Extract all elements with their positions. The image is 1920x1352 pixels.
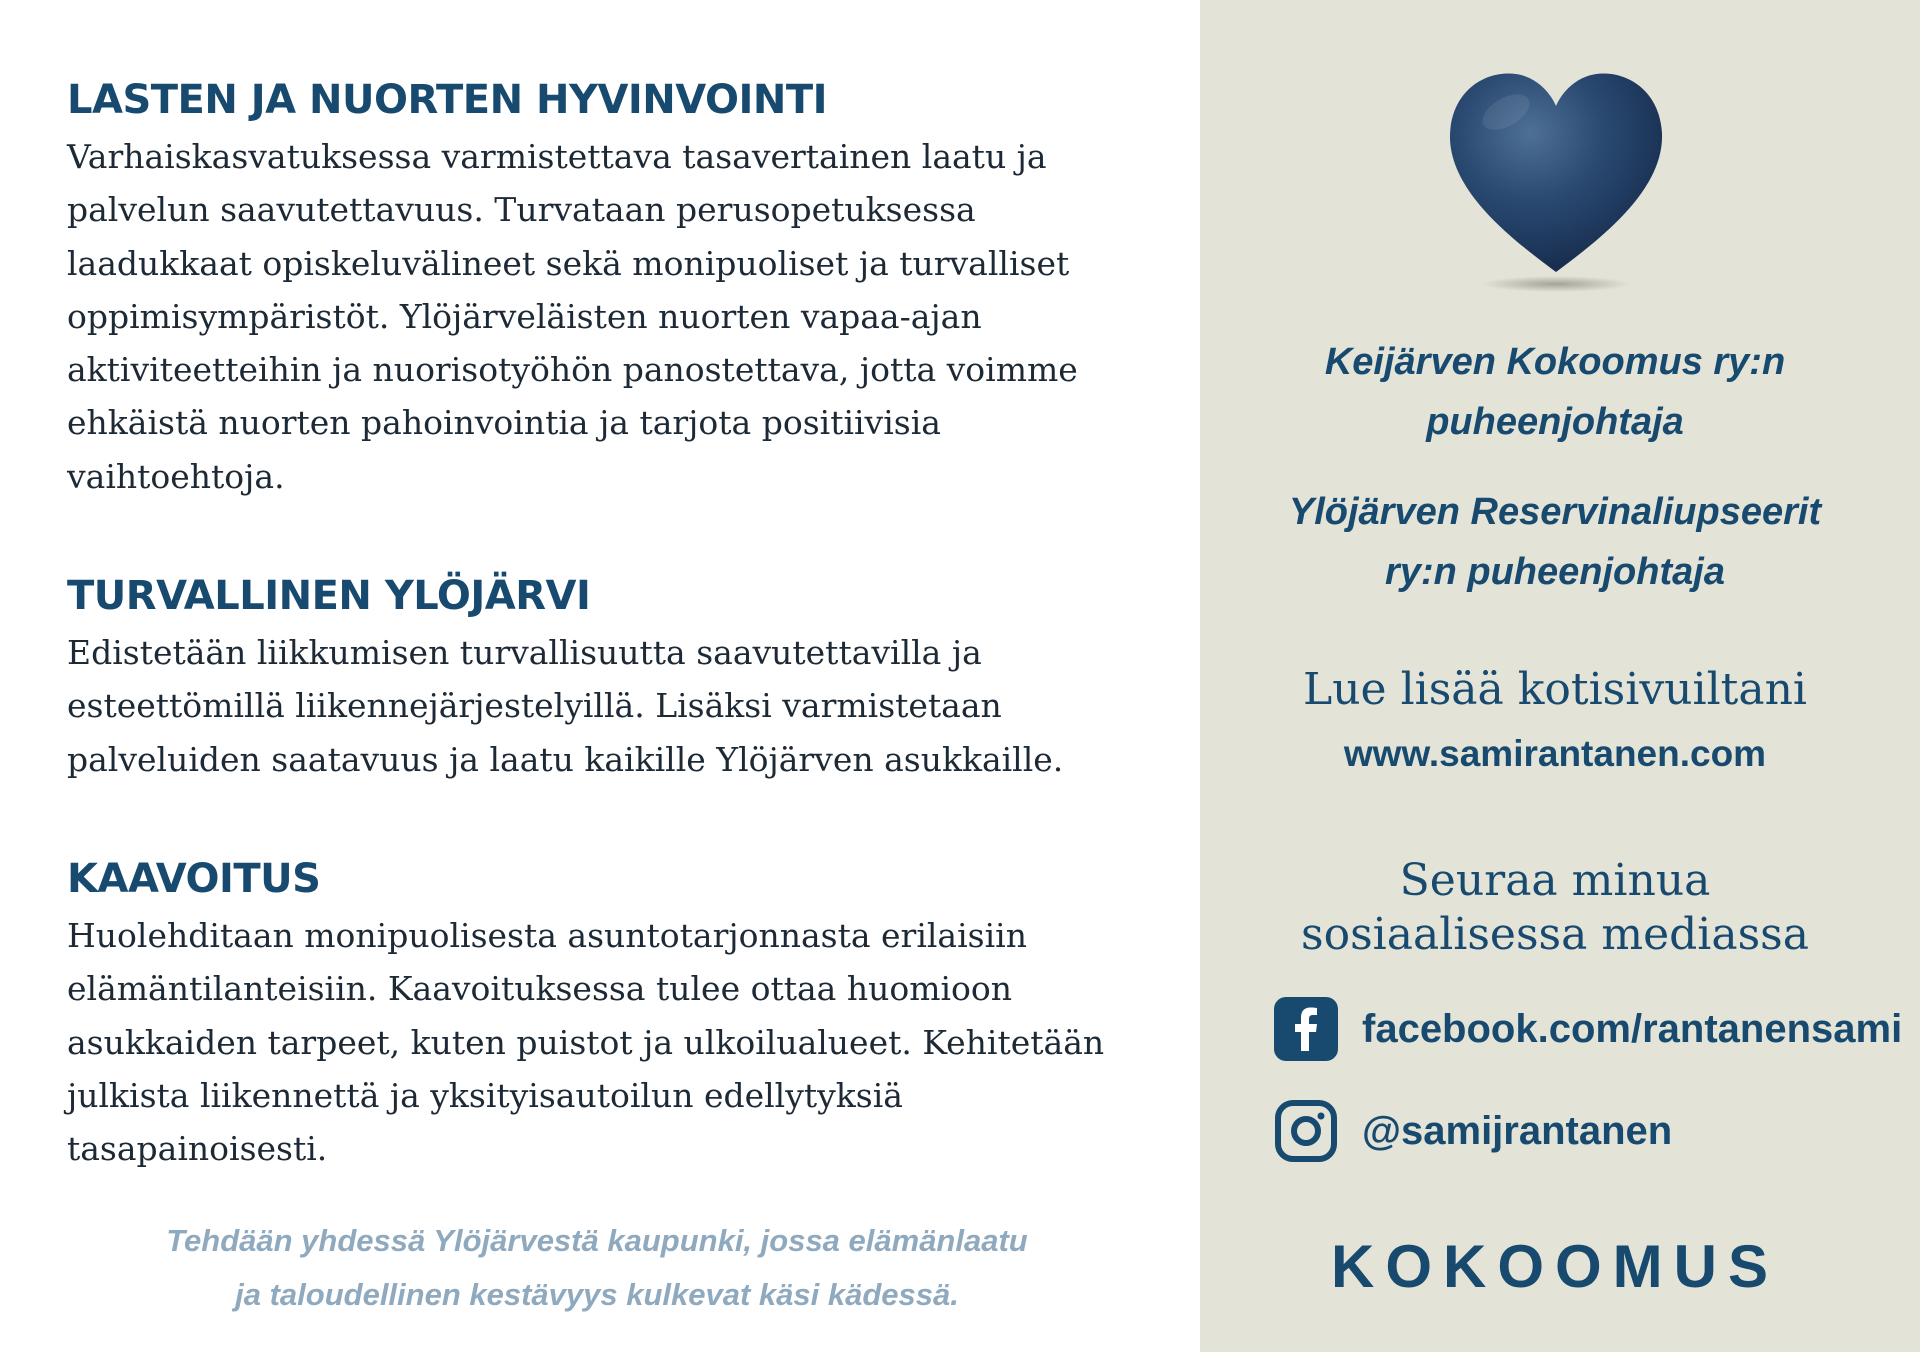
section-zoning: [67, 853, 1147, 1175]
role-chair-reservists: [1230, 482, 1880, 602]
instagram-icon: [1274, 1099, 1338, 1163]
slogan-line: ja taloudellinen kestävyys kulkevat käsi kädessä.: [235, 1277, 959, 1312]
role-chair-kokoomus: [1230, 332, 1880, 452]
role-line: Keijärven Kokoomus ry:n: [1324, 341, 1786, 383]
website-link[interactable]: www.samirantanen.com: [1343, 733, 1767, 774]
facebook-link[interactable]: [1274, 995, 1902, 1063]
follow-heading: [1230, 854, 1880, 962]
follow-line: sosiaalisessa mediassa: [1301, 909, 1809, 960]
section-safe-ylojarvi: [67, 570, 1147, 786]
instagram-text: @samijrantanen: [1362, 1108, 1673, 1153]
section-body: Huolehditaan monipuolisesta asuntotarjonnasta erilaisiin elämäntilanteisiin. Kaavoituksessa tulee ottaa huomioon asukkaiden tarpeet, kuten puistot ja ulkoilualueet. Kehitetään julkista liikennettä ja yksityisautoilun edellytyksiä tasapainoisesti.: [67, 916, 1105, 1169]
facebook-text: facebook.com/rantanensami: [1362, 1006, 1903, 1051]
section-children-youth: [67, 74, 1147, 503]
facebook-icon: [1274, 997, 1338, 1061]
section-body: Edistetään liikkumisen turvallisuutta saavutettavilla ja esteettömillä liikennejärjestelyillä. Lisäksi varmistetaan palveluiden saatavuus ja laatu kaikille Ylöjärven asukkaille.: [67, 633, 1064, 779]
kokoomus-logo: KOKOOMUS: [1331, 1233, 1779, 1300]
section-title: TURVALLINEN YLÖJÄRVI: [67, 573, 591, 619]
role-line: ry:n puheenjohtaja: [1385, 551, 1725, 593]
slogan-line: Tehdään yhdessä Ylöjärvestä kaupunki, jossa elämänlaatu: [166, 1223, 1028, 1258]
section-title: LASTEN JA NUORTEN HYVINVOINTI: [67, 77, 828, 123]
follow-line: Seuraa minua: [1399, 855, 1711, 906]
role-line: puheenjohtaja: [1426, 401, 1684, 443]
read-more-text: Lue lisää kotisivuiltani: [1303, 664, 1807, 715]
slogan: [67, 1214, 1127, 1322]
role-line: Ylöjärven Reservinaliupseerit: [1288, 491, 1822, 533]
instagram-link[interactable]: [1274, 1097, 1672, 1165]
section-title: KAAVOITUS: [67, 856, 321, 902]
heart-icon: [1436, 62, 1676, 302]
section-body: Varhaiskasvatuksessa varmistettava tasavertainen laatu ja palvelun saavutettavuus. Turvataan perusopetuksessa laadukkaat opiskeluvälineet sekä monipuoliset ja turvalliset oppimisympäristöt. Ylöjärveläisten nuorten vapaa-ajan aktiviteetteihin ja nuorisotyöhön panostettava, jotta voimme ehkäistä nuorten pahoinvointia ja tarjota positiivisia vaihtoehtoja.: [67, 137, 1078, 496]
